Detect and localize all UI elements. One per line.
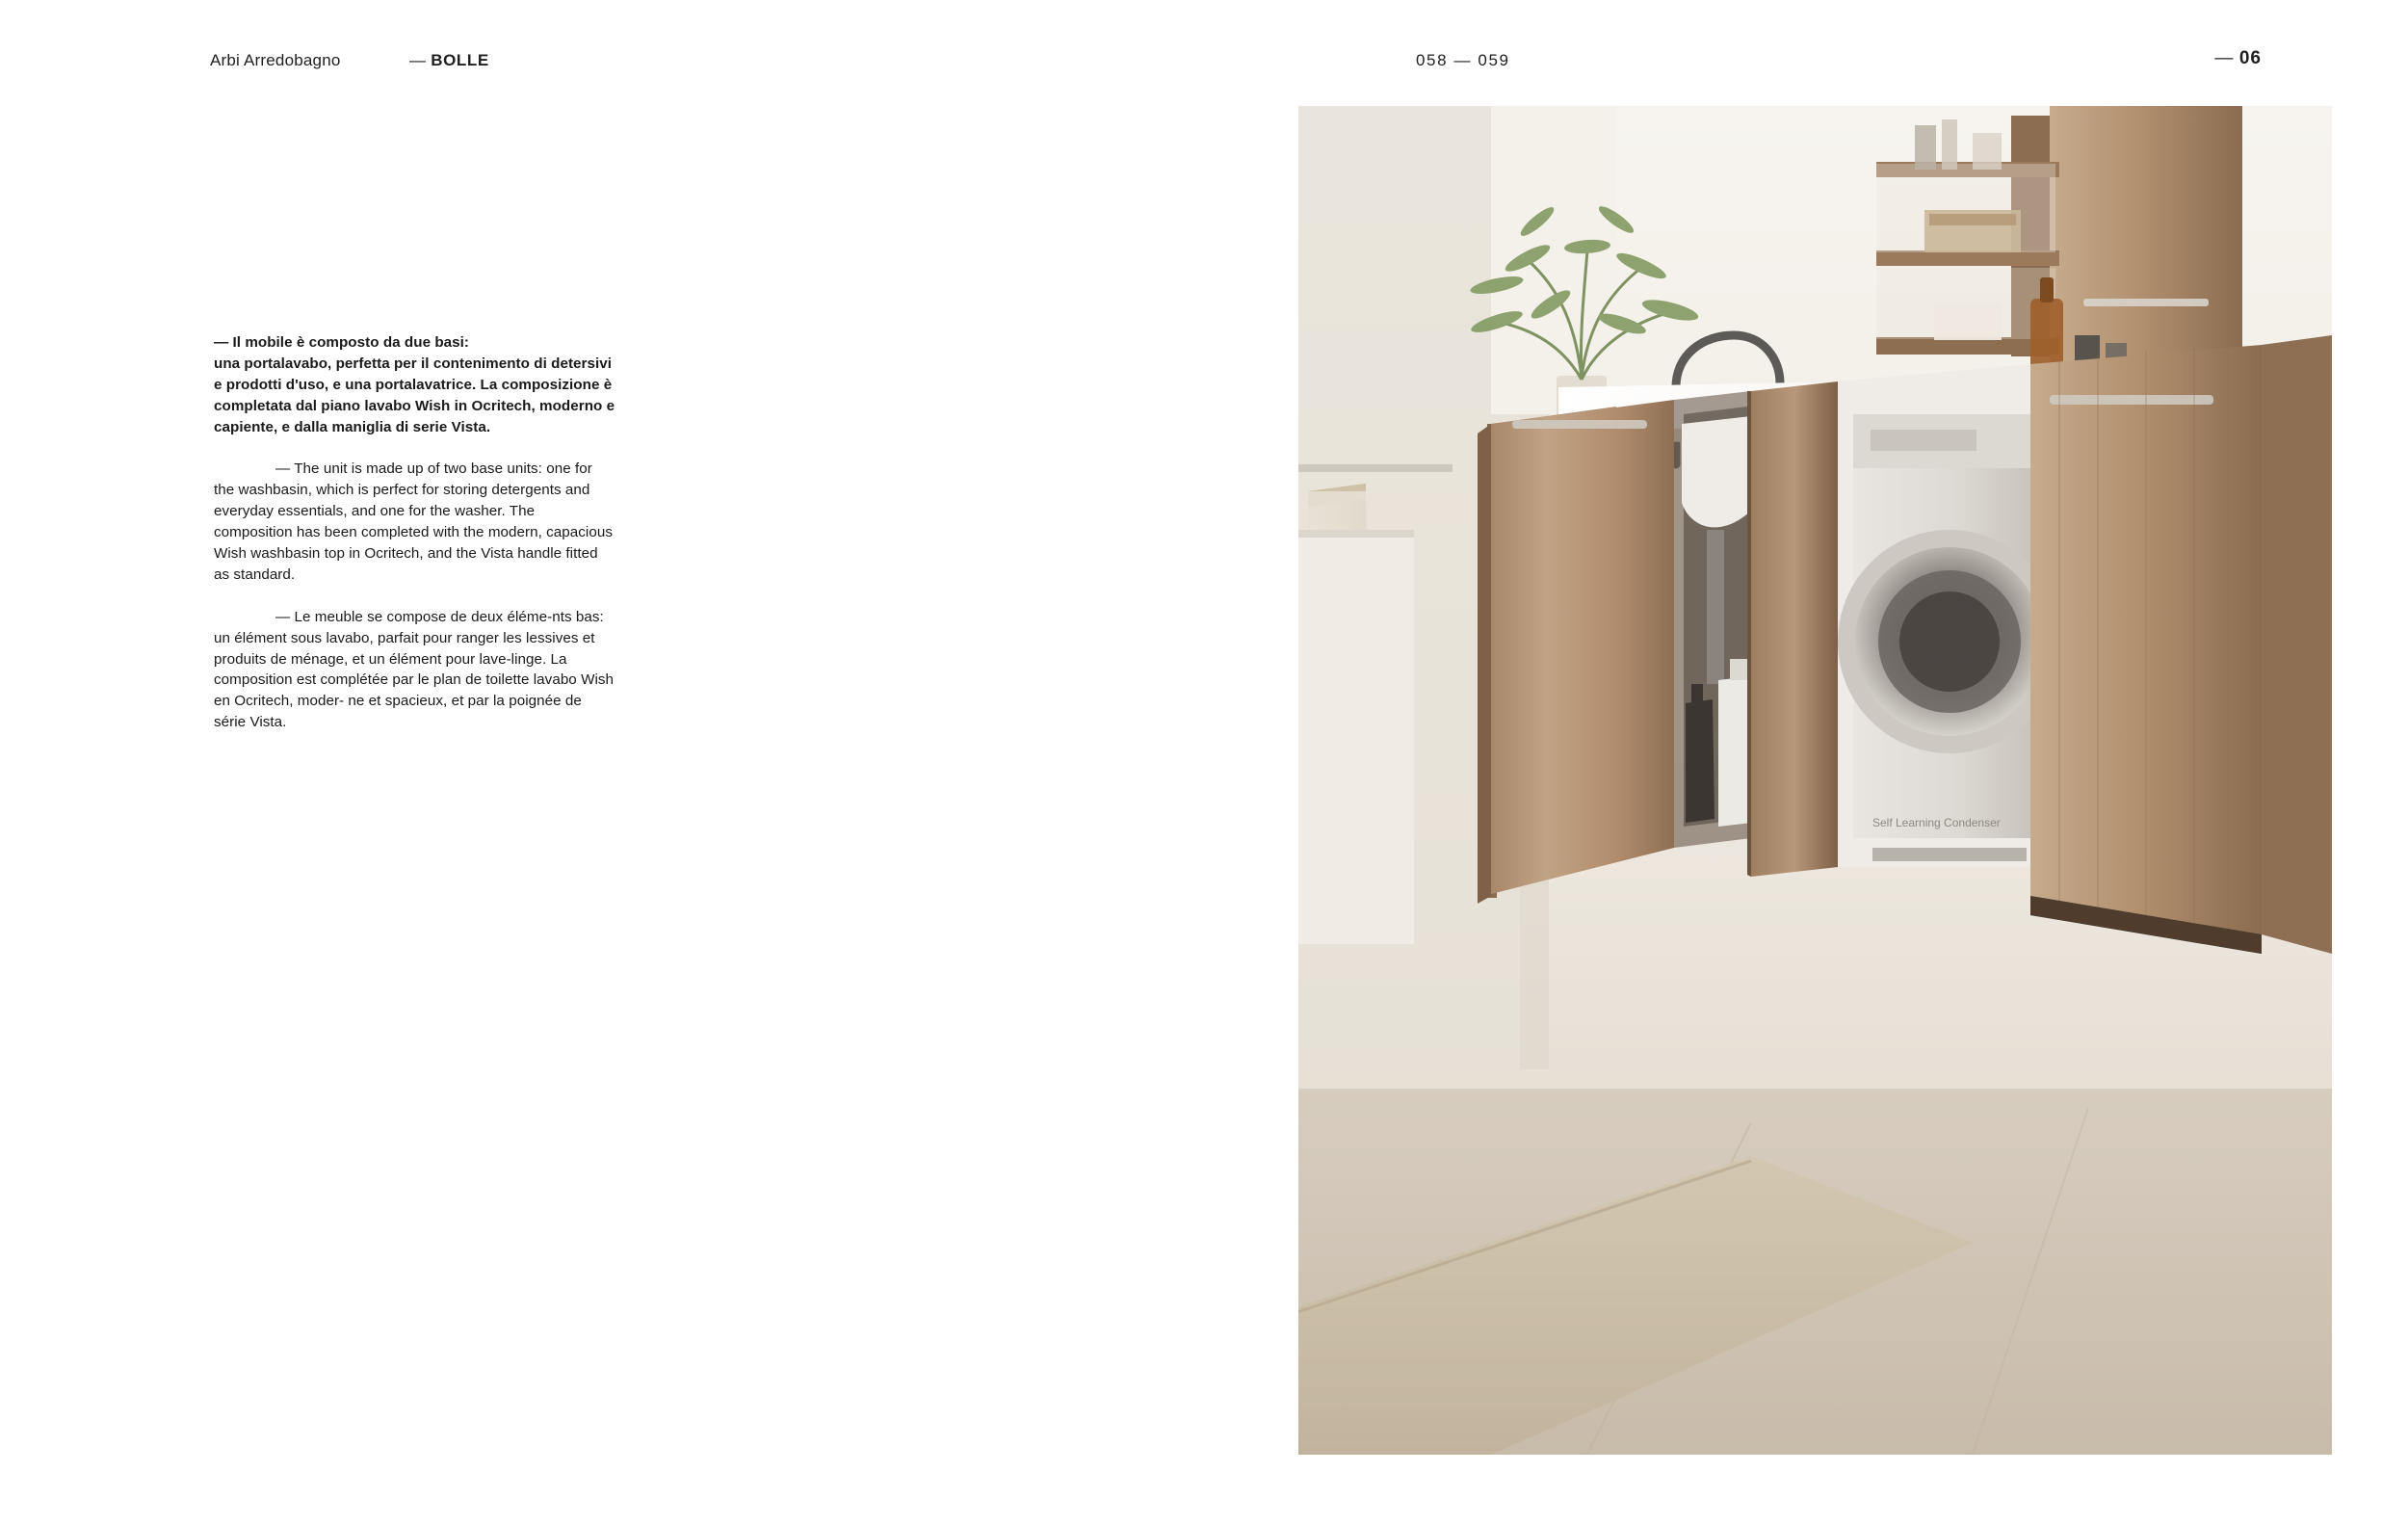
paragraph-french — [214, 607, 616, 733]
collection-label — [409, 51, 489, 70]
laundry-room-photo — [1298, 106, 2332, 1455]
chapter-indicator — [2214, 48, 2262, 69]
description-column — [214, 332, 616, 754]
paragraph-french-body: nts bas: un élément sous lavabo, parfait pour ranger les lessives et produits de ménage, et un élément pour lave-linge. La composition est complétée par le plan de toilette lavabo Wish en Ocritech, moder- ne et spacieux, et par la poignée de série Vista. — [214, 608, 615, 731]
brand-name: Arbi Arredobagno — [210, 51, 341, 69]
paragraph-italian — [214, 332, 616, 437]
paragraph-english-body: one for the washbasin, which is perfect for storing detergents and everyday essentials, and one for the washer. The composition has been completed with the modern, capacious Wish washbasin top in Ocritech, and the Vista handle fitted as standard. — [214, 460, 613, 583]
page-header — [0, 0, 2408, 106]
paragraph-english — [214, 459, 616, 585]
page-numbers: 058 — 059 — [1416, 51, 1510, 69]
paragraph-italian-lead: — Il mobile è composto da due basi: — [214, 334, 470, 351]
paragraph-english-lead: — The unit is made up of two base units: — [275, 460, 542, 478]
chapter-number: 06 — [2238, 48, 2262, 68]
svg-text:Self Learning Condenser: Self Learning Condenser — [1872, 816, 2001, 829]
chapter-dash: — — [2214, 48, 2234, 68]
collection-name: BOLLE — [431, 51, 489, 69]
paragraph-italian-body: una portalavabo, perfetta per il contenimento di detersivi e prodotti d'uso, e una portalavatrice. La composizione è completata dal piano lavabo Wish in Ocritech, moderno e capiente, e dalla maniglia di serie Vista. — [214, 355, 615, 435]
paragraph-french-lead: — Le meuble se compose de deux éléme- — [275, 608, 553, 625]
collection-dash: — — [409, 51, 427, 69]
